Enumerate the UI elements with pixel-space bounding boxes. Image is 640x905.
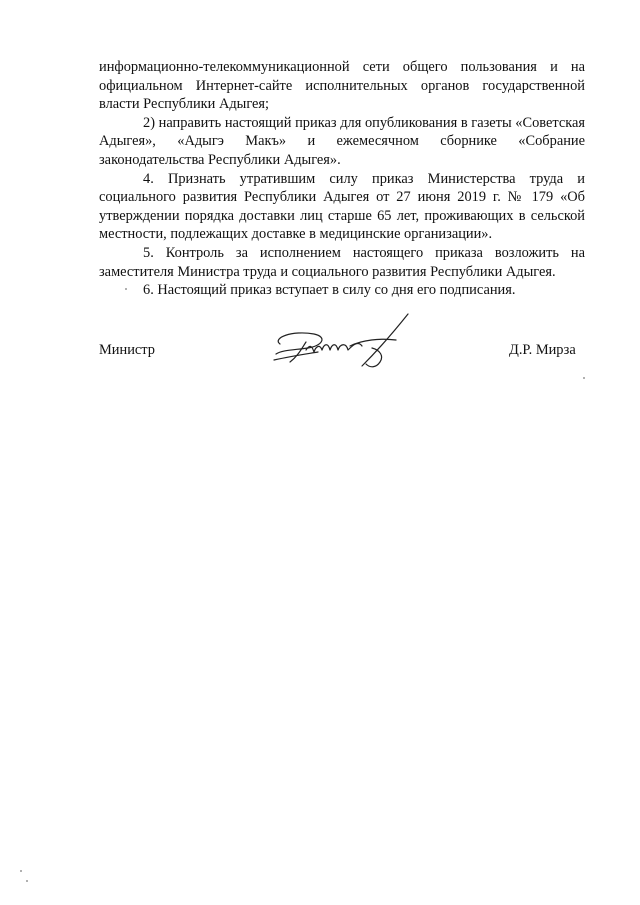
handwritten-signature bbox=[262, 310, 422, 390]
document-body bbox=[99, 58, 585, 300]
scan-speck bbox=[583, 377, 585, 379]
paragraph-item-2: 2) направить настоящий приказ для опубликования в газеты «Советская Адыгея», «Адыгэ Макъ» и ежемесячном сборнике «Собрание законодательства Республики Адыгея». bbox=[99, 114, 585, 168]
signatory-title: Министр bbox=[99, 342, 155, 358]
paragraph-continuation: информационно-телекоммуникационной сети общего пользования и на официальном Интернет-сайте исполнительных органов государственной власти Республики Адыгея; bbox=[99, 59, 585, 113]
paragraph-item-6: 6. Настоящий приказ вступает в силу со дня его подписания. bbox=[143, 282, 516, 299]
scan-speck bbox=[20, 870, 22, 872]
scan-speck bbox=[26, 880, 28, 882]
scan-speck bbox=[125, 288, 127, 290]
paragraph-item-5: 5. Контроль за исполнением настоящего приказа возложить на заместителя Министра труда и социального развития Республики Адыгея. bbox=[99, 244, 585, 280]
signatory-name: Д.Р. Мирза bbox=[509, 342, 576, 358]
paragraph-item-4: 4. Признать утратившим силу приказ Министерства труда и социального развития Республики Адыгея от 27 июня 2019 г. № 179 «Об утверждении порядка доставки лиц старше 65 лет, проживающих в сельской местности, подлежащих доставке в медицинские организации». bbox=[99, 170, 585, 243]
